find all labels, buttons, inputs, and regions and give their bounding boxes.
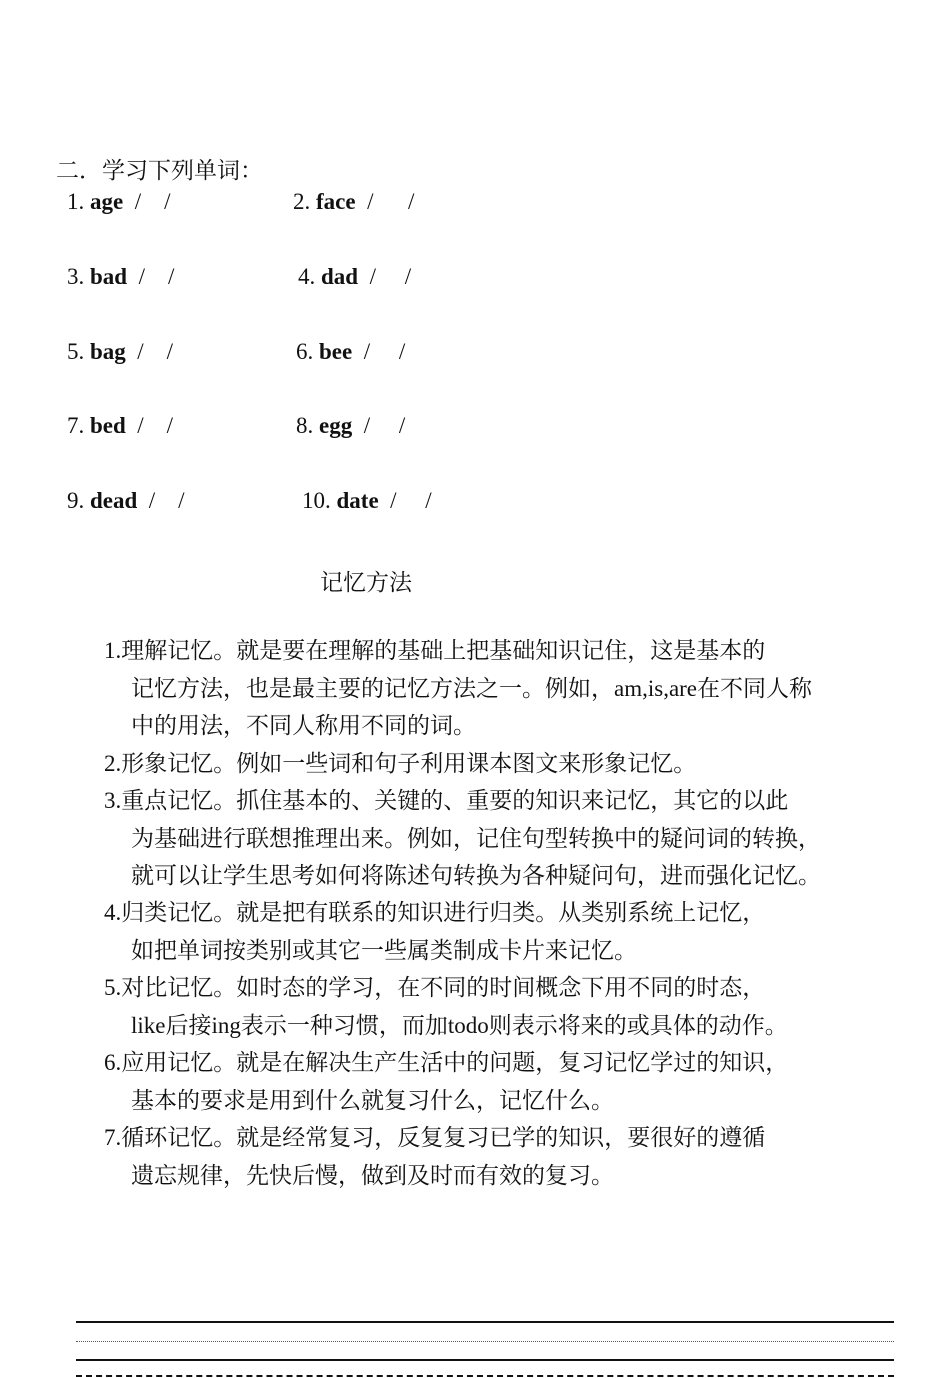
word-item: 6. bee / / (296, 339, 406, 364)
method-line: 5.对比记忆。如时态的学习，在不同的时间概念下用不同的时态， (104, 975, 766, 1000)
section-title: 二．学习下列单词： (56, 158, 263, 183)
word-item: 10. date / / (302, 488, 432, 513)
dotted-divider (76, 1341, 894, 1342)
method-line: 记忆方法，也是最主要的记忆方法之一。例如，am,is,are在不同人称 (131, 675, 813, 701)
word-item: 7. bed / / (67, 413, 174, 438)
method-line: 6.应用记忆。就是在解决生产生活中的问题，复习记忆学过的知识， (104, 1050, 789, 1075)
memory-methods-title: 记忆方法 (320, 570, 412, 595)
solid-divider (76, 1321, 894, 1323)
word-item: 3. bad / / (67, 264, 175, 289)
word-item: 4. dad / / (298, 264, 412, 289)
method-line: like后接ing表示一种习惯，而加todo则表示将来的或具体的动作。 (131, 1012, 788, 1038)
word-item: 9. dead / / (67, 488, 185, 513)
solid-divider (76, 1359, 894, 1361)
method-line: 中的用法，不同人称用不同的词。 (131, 713, 476, 738)
method-line: 遗忘规律，先快后慢，做到及时而有效的复习。 (131, 1162, 614, 1188)
method-item (104, 973, 788, 1048)
method-line: 就可以让学生思考如何将陈述句转换为各种疑问句，进而强化记忆。 (131, 863, 821, 888)
method-item (104, 1123, 765, 1198)
method-line: 2.形象记忆。例如一些词和句子利用课本图文来形象记忆。 (104, 751, 697, 776)
word-item: 5. bag / / (67, 339, 174, 364)
method-line: 7.循环记忆。就是经常复习，反复复习已学的知识，要很好的遵循 (104, 1125, 766, 1150)
method-item (104, 786, 821, 899)
word-item: 1. age / / (67, 189, 171, 214)
method-line: 3.重点记忆。抓住基本的、关键的、重要的知识来记忆，其它的以此 (104, 788, 789, 813)
method-line: 1.理解记忆。就是要在理解的基础上把基础知识记住，这是基本的 (104, 638, 766, 663)
method-line: 基本的要求是用到什么就复习什么，记忆什么。 (131, 1087, 614, 1113)
method-item (104, 749, 696, 787)
method-item (104, 636, 812, 749)
method-line: 如把单词按类别或其它一些属类制成卡片来记忆。 (131, 937, 637, 963)
word-item: 2. face / / (293, 189, 415, 214)
dashed-divider (76, 1375, 894, 1377)
method-item (104, 1048, 788, 1123)
word-item: 8. egg / / (296, 413, 406, 438)
method-line: 4.归类记忆。就是把有联系的知识进行归类。从类别系统上记忆， (104, 900, 766, 925)
method-item (104, 898, 765, 973)
method-line: 为基础进行联想推理出来。例如，记住句型转换中的疑问词的转换， (131, 825, 821, 851)
